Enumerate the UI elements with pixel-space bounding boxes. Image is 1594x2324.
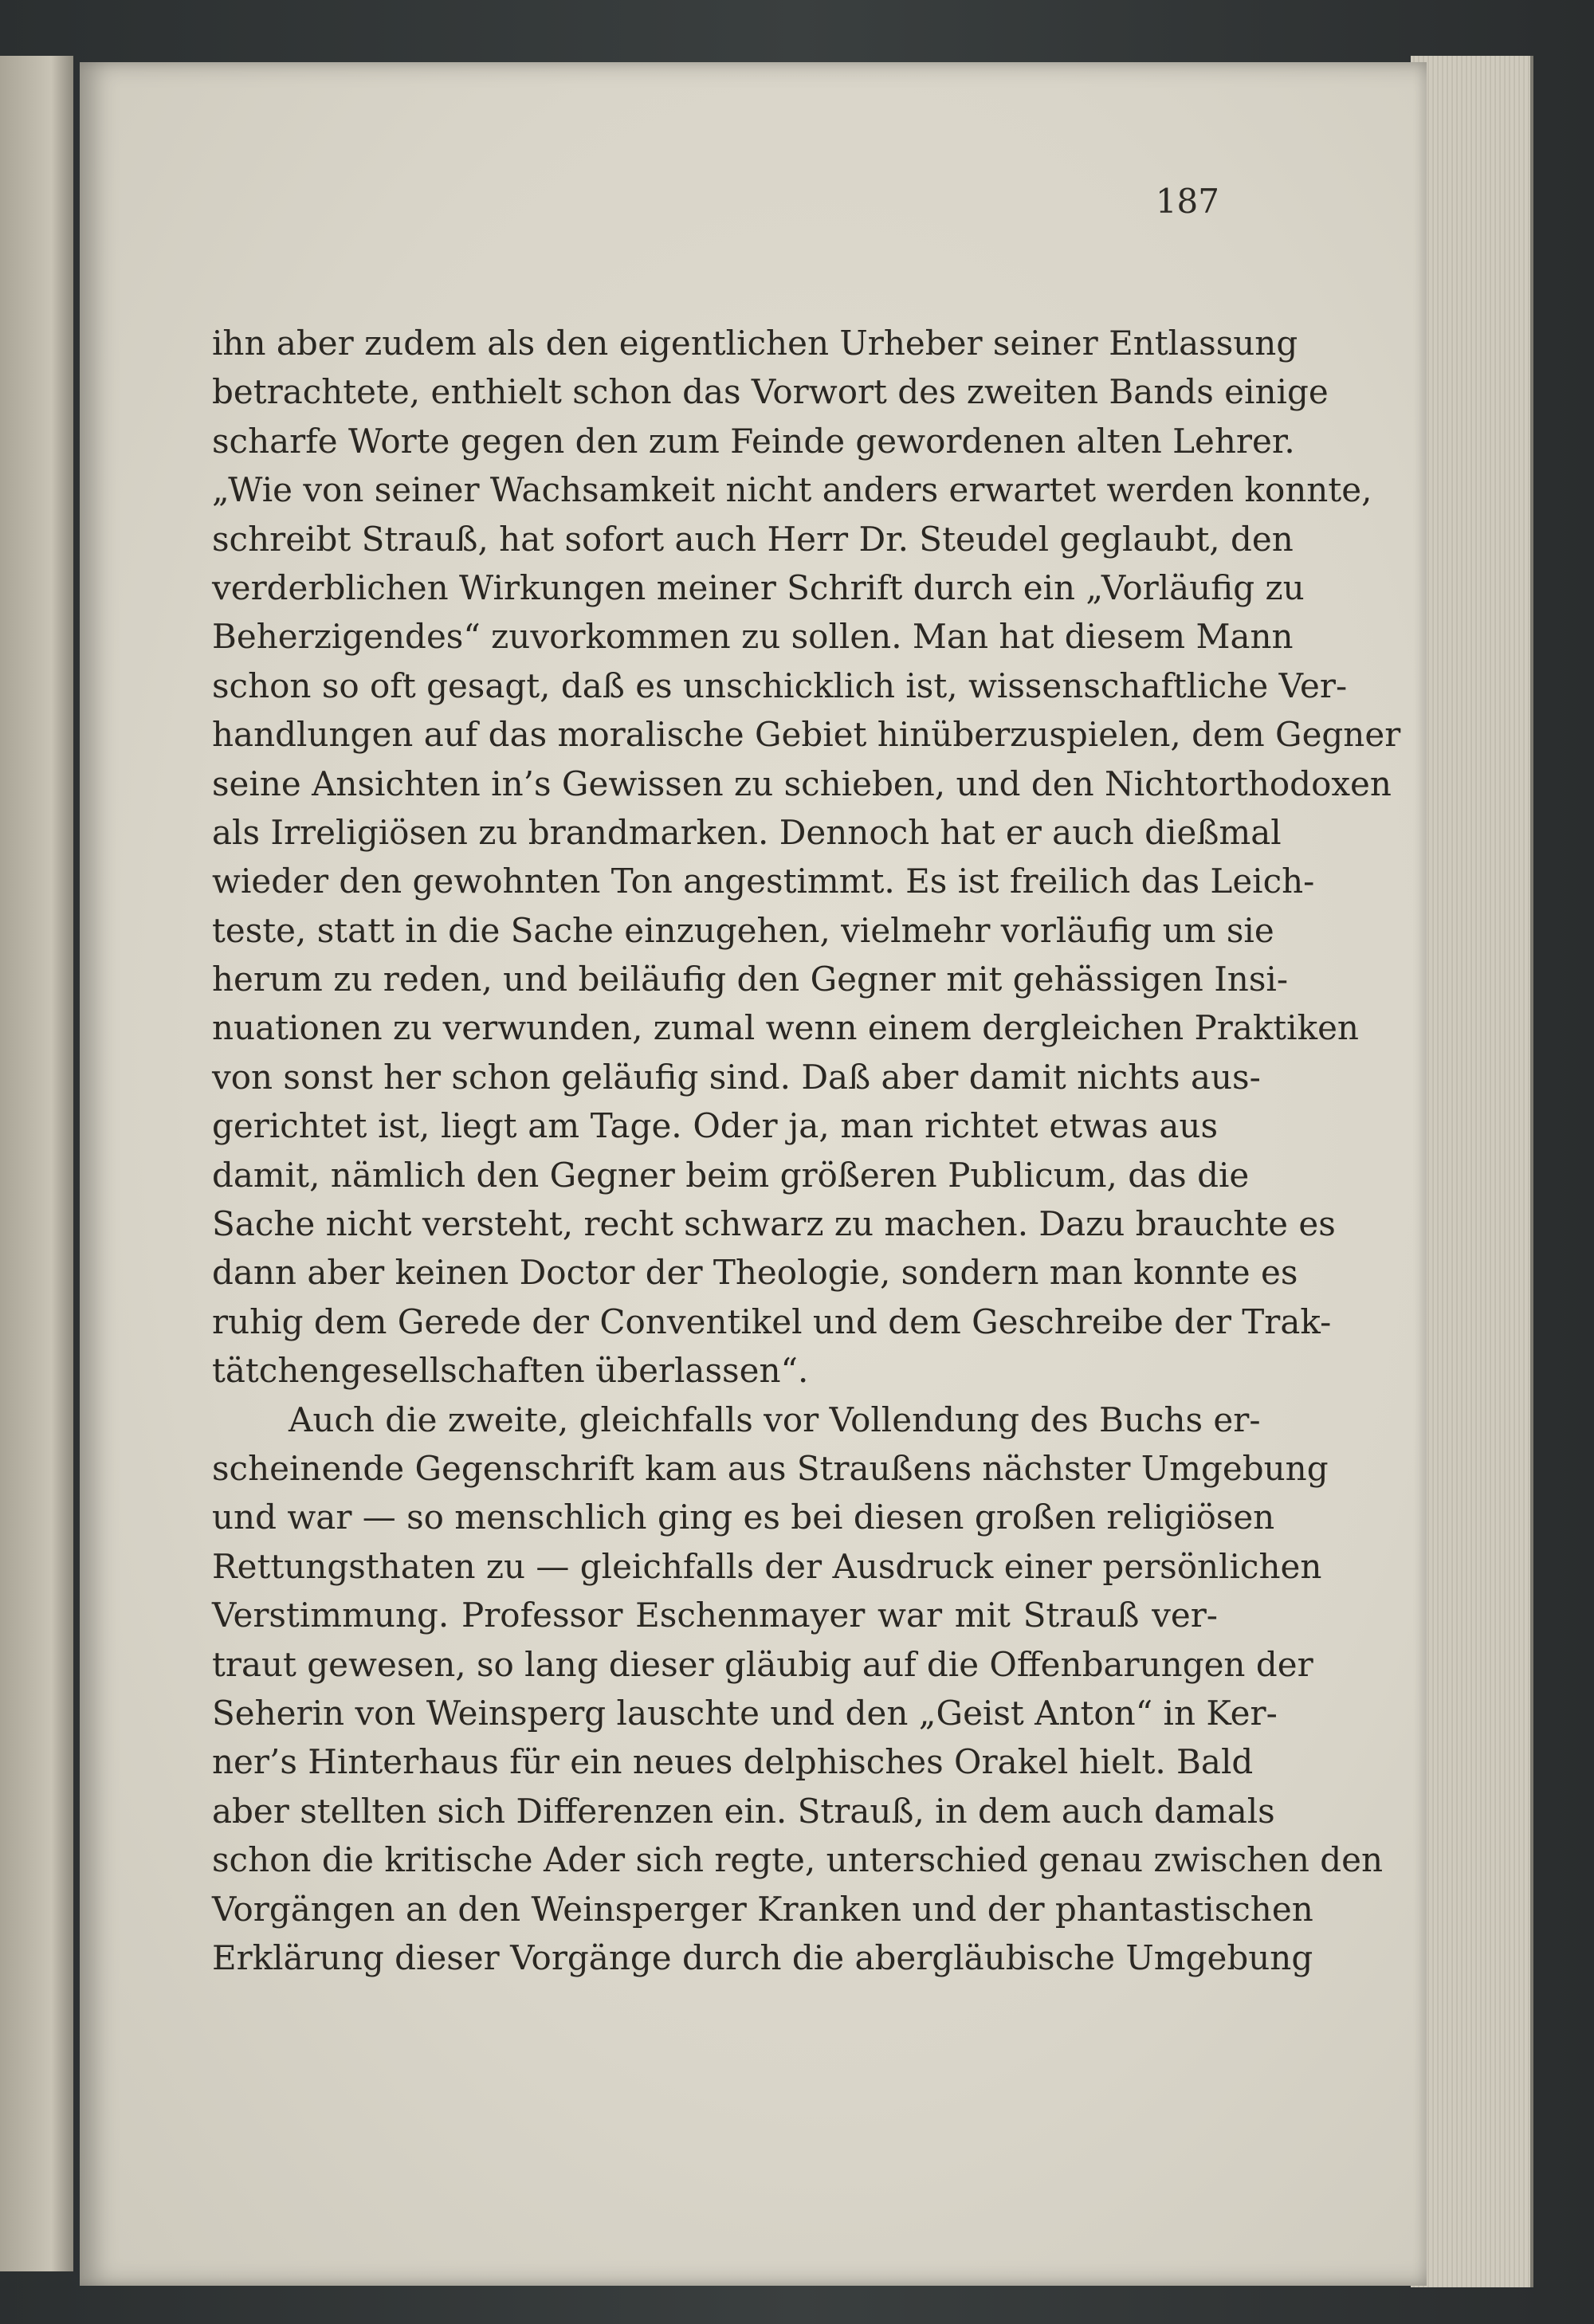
- previous-page-edge: [0, 56, 73, 2271]
- text-line: „Wie von seiner Wachsamkeit nicht anders erwartet werden konnte,: [212, 470, 1372, 510]
- text-line: betrachtete, enthielt schon das Vorwort des zweiten Bands einige: [212, 372, 1329, 412]
- text-line: Erklärung dieser Vorgänge durch die abergläubische Umgebung: [212, 1937, 1313, 1977]
- text-line: handlungen auf das moralische Gebiet hinüberzuspielen, dem Gegner: [212, 715, 1401, 755]
- text-line: und war — so menschlich ging es bei diesen großen religiösen: [212, 1498, 1275, 1537]
- text-line: Sache nicht versteht, recht schwarz zu machen. Dazu brauchte es: [212, 1204, 1336, 1244]
- text-line: teste, statt in die Sache einzugehen, vielmehr vorläufig um sie: [212, 910, 1274, 950]
- text-line: nuationen zu verwunden, zumal wenn einem dergleichen Praktiken: [212, 1008, 1359, 1048]
- text-line: von sonst her schon geläufig sind. Daß aber damit nichts aus-: [212, 1057, 1261, 1097]
- text-line: traut gewesen, so lang dieser gläubig auf die Offenbarungen der: [212, 1644, 1313, 1684]
- body-text: [212, 319, 1401, 1982]
- text-line: damit, nämlich den Gegner beim größeren Publicum, das die: [212, 1155, 1250, 1195]
- text-line: Beherzigendes“ zuvorkommen zu sollen. Man hat diesem Mann: [212, 617, 1294, 657]
- page-number: 187: [1155, 182, 1219, 221]
- text-line: seine Ansichten in’s Gewissen zu schieben, und den Nichtorthodoxen: [212, 764, 1392, 803]
- text-line: aber stellten sich Differenzen ein. Strauß, in dem auch damals: [212, 1791, 1275, 1831]
- text-line: schreibt Strauß, hat sofort auch Herr Dr. Steudel geglaubt, den: [212, 519, 1294, 559]
- text-line: Seherin von Weinsperg lauschte und den „Geist Anton“ in Ker-: [212, 1693, 1278, 1733]
- text-line: Rettungsthaten zu — gleichfalls der Ausdruck einer persönlichen: [212, 1546, 1322, 1586]
- page-block-edges: [1411, 56, 1533, 2287]
- text-line: ner’s Hinterhaus für ein neues delphisches Orakel hielt. Bald: [212, 1742, 1254, 1782]
- text-line: scheinende Gegenschrift kam aus Straußens nächster Umgebung: [212, 1448, 1329, 1488]
- text-line: Verstimmung. Professor Eschenmayer war mit Strauß ver-: [212, 1596, 1218, 1635]
- text-line-paragraph-start: Auch die zweite, gleichfalls vor Vollendung des Buchs er-: [289, 1400, 1261, 1439]
- text-line: schon so oft gesagt, daß es unschicklich ist, wissenschaftliche Ver-: [212, 665, 1348, 705]
- text-line: wieder den gewohnten Ton angestimmt. Es ist freilich das Leich-: [212, 862, 1315, 901]
- text-line-paragraph-end: tätchengesellschaften überlassen“.: [212, 1351, 809, 1391]
- text-line: scharfe Worte gegen den zum Feinde gewordenen alten Lehrer.: [212, 421, 1295, 461]
- text-line: ihn aber zudem als den eigentlichen Urheber seiner Entlassung: [212, 324, 1298, 363]
- text-line: Vorgängen an den Weinsperger Kranken und der phantastischen: [212, 1889, 1313, 1929]
- text-line: gerichtet ist, liegt am Tage. Oder ja, man richtet etwas aus: [212, 1106, 1218, 1146]
- text-line: ruhig dem Gerede der Conventikel und dem Geschreibe der Trak-: [212, 1301, 1332, 1341]
- text-line: dann aber keinen Doctor der Theologie, sondern man konnte es: [212, 1253, 1298, 1293]
- text-line: verderblichen Wirkungen meiner Schrift durch ein „Vorläufig zu: [212, 567, 1305, 607]
- text-line: schon die kritische Ader sich regte, unterschied genau zwischen den: [212, 1840, 1384, 1880]
- text-line: herum zu reden, und beiläufig den Gegner mit gehässigen Insi-: [212, 960, 1289, 999]
- text-line: als Irreligiösen zu brandmarken. Dennoch hat er auch dießmal: [212, 812, 1282, 852]
